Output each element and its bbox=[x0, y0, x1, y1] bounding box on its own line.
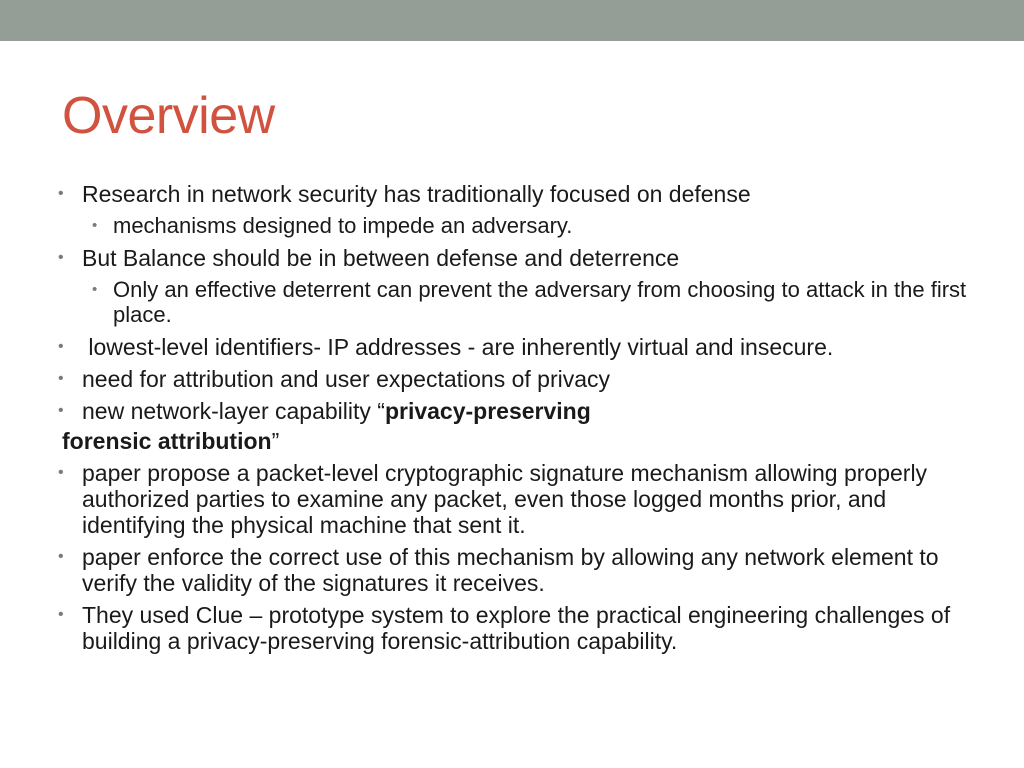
closing-quote: ” bbox=[271, 428, 280, 454]
bullet-text: Research in network security has traditionally focused on defense bbox=[82, 181, 751, 207]
bullet-item bbox=[58, 181, 972, 207]
bullet-icon: • bbox=[58, 548, 64, 565]
bold-term: privacy-preserving bbox=[384, 398, 591, 424]
bullet-item bbox=[58, 398, 972, 424]
bullet-item bbox=[58, 460, 972, 538]
bullet-text: new network-layer capability “ bbox=[82, 398, 385, 424]
sub-bullet-item bbox=[62, 213, 972, 238]
bullet-item bbox=[58, 334, 972, 360]
bullet-text: mechanisms designed to impede an adversary. bbox=[113, 213, 573, 238]
bullet-icon: • bbox=[58, 370, 64, 387]
bullet-text: Only an effective deterrent can prevent the adversary from choosing to attack in the first place. bbox=[113, 277, 967, 327]
bullet-continuation bbox=[62, 428, 972, 454]
bullet-icon: • bbox=[92, 281, 98, 298]
bullet-icon: • bbox=[58, 402, 64, 419]
bullet-icon: • bbox=[58, 185, 64, 202]
bullet-item bbox=[58, 245, 972, 271]
slide-title: Overview bbox=[62, 87, 275, 145]
bullet-text: lowest-level identifiers- IP addresses - are inherently virtual and insecure. bbox=[82, 334, 834, 360]
bullet-text: need for attribution and user expectations of privacy bbox=[82, 366, 611, 392]
bullet-item bbox=[58, 544, 972, 596]
bullet-item bbox=[58, 602, 972, 654]
bullet-item bbox=[58, 366, 972, 392]
slide-body bbox=[58, 181, 972, 660]
bullet-icon: • bbox=[58, 464, 64, 481]
bullet-icon: • bbox=[58, 338, 64, 355]
bullet-text: They used Clue – prototype system to explore the practical engineering challenges of building a privacy-preserving forensic-attribution capability. bbox=[82, 602, 951, 654]
bullet-text: paper enforce the correct use of this mechanism by allowing any network element to verify the validity of the signatures it receives. bbox=[82, 544, 939, 596]
bullet-icon: • bbox=[92, 217, 98, 234]
bullet-icon: • bbox=[58, 249, 64, 266]
top-accent-bar bbox=[0, 0, 1024, 41]
bullet-text: paper propose a packet-level cryptographic signature mechanism allowing properly authorized parties to examine any packet, even those logged months prior, and identifying the physical machine that sent it. bbox=[82, 460, 928, 538]
bold-term: forensic attribution bbox=[62, 428, 272, 454]
bullet-text: But Balance should be in between defense and deterrence bbox=[82, 245, 680, 271]
bullet-icon: • bbox=[58, 606, 64, 623]
sub-bullet-item bbox=[62, 277, 972, 327]
